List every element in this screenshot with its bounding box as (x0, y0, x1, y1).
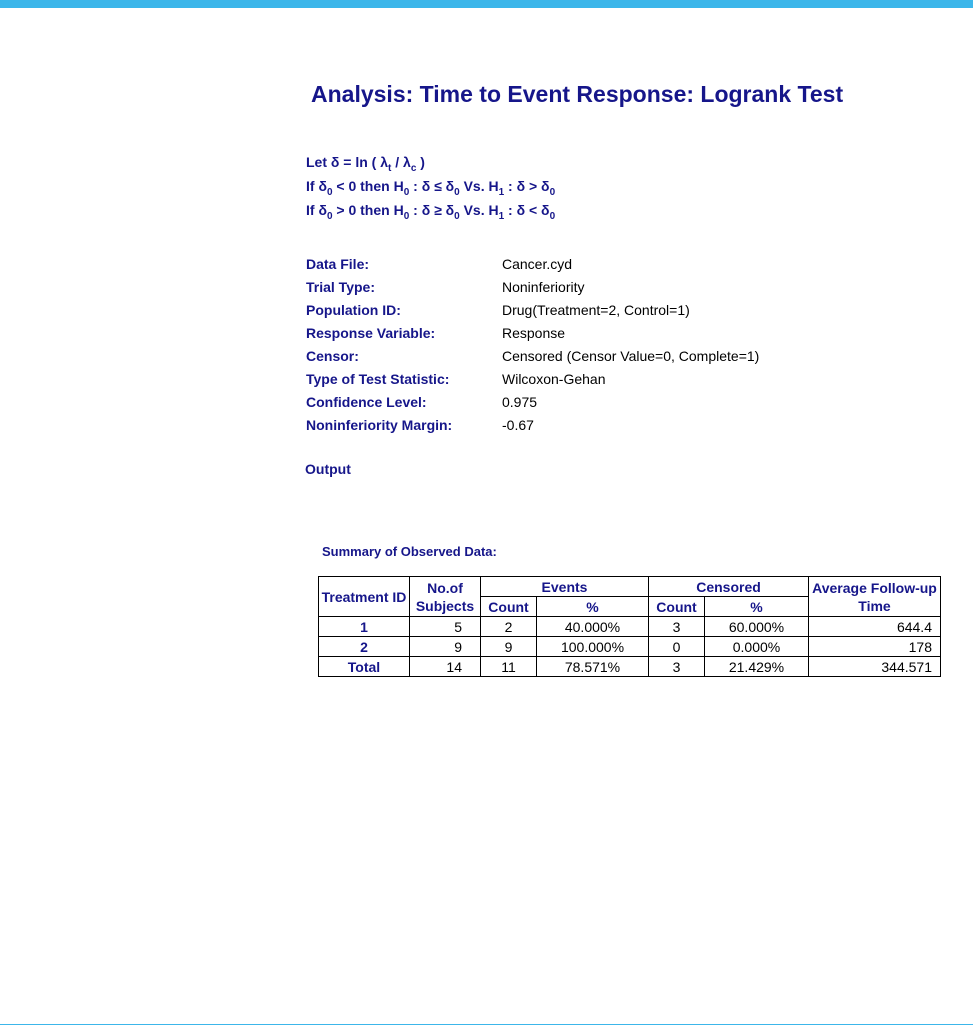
param-value-population-id: Drug(Treatment=2, Control=1) (502, 302, 690, 318)
table-header-row (319, 577, 941, 597)
param-value-censor: Censored (Censor Value=0, Complete=1) (502, 348, 760, 364)
cell-subjects: 14 (410, 657, 481, 677)
header-average-follow-up-time: Average Follow-up Time (809, 577, 941, 617)
cell-censored-count: 3 (649, 617, 705, 637)
param-value-data-file: Cancer.cyd (502, 256, 573, 272)
header-censored-count: Count (649, 597, 705, 617)
cell-censored-pct: 21.429% (705, 657, 809, 677)
param-value-confidence-level: 0.975 (502, 394, 538, 410)
output-heading: Output (305, 461, 351, 477)
cell-censored-count: 3 (649, 657, 705, 677)
param-label-test-statistic: Type of Test Statistic: (306, 371, 450, 387)
page-title: Analysis: Time to Event Response: Logrank Test (311, 81, 844, 107)
param-value-noninferiority-margin: -0.67 (502, 417, 534, 433)
summary-title: Summary of Observed Data: (322, 544, 497, 559)
cell-follow-up: 644.4 (809, 617, 941, 637)
param-value-response-variable: Response (502, 325, 566, 341)
header-censored: Censored (649, 577, 809, 597)
param-value-test-statistic: Wilcoxon-Gehan (502, 371, 606, 387)
cell-censored-pct: 0.000% (705, 637, 809, 657)
header-events-pct: % (537, 597, 649, 617)
param-label-population-id: Population ID: (306, 302, 401, 318)
cell-treatment-id: 2 (319, 637, 410, 657)
param-value-trial-type: Noninferiority (502, 279, 585, 295)
cell-follow-up: 344.571 (809, 657, 941, 677)
param-label-confidence-level: Confidence Level: (306, 394, 427, 410)
cell-subjects: 5 (410, 617, 481, 637)
cell-censored-pct: 60.000% (705, 617, 809, 637)
header-censored-pct: % (705, 597, 809, 617)
table-total-row (319, 657, 941, 677)
summary-table (318, 576, 941, 677)
table-row (319, 637, 941, 657)
param-label-censor: Censor: (306, 348, 359, 364)
header-events-count: Count (481, 597, 537, 617)
cell-events-pct: 78.571% (537, 657, 649, 677)
cell-events-pct: 100.000% (537, 637, 649, 657)
cell-events-count: 2 (481, 617, 537, 637)
hypothesis-negative-margin: If $\delta_0 < 0$ then $H_0$ : $\delta \le \delta_0$ Vs. $H_1$ : $\delta > \delta_0$ (306, 178, 556, 198)
param-label-response-variable: Response Variable: (306, 325, 436, 341)
cell-events-count: 11 (481, 657, 537, 677)
cell-treatment-id: 1 (319, 617, 410, 637)
hypothesis-positive-margin: If $\delta_0 > 0$ then $H_0$ : $\delta \ge \delta_0$ Vs. $H_1$ : $\delta < \delta_0$ (306, 202, 556, 222)
header-events: Events (481, 577, 649, 597)
cell-censored-count: 0 (649, 637, 705, 657)
table-row (319, 617, 941, 637)
header-treatment-id: Treatment ID (319, 577, 410, 617)
cell-events-count: 9 (481, 637, 537, 657)
top-accent-bar (0, 0, 973, 8)
bottom-divider (0, 1024, 973, 1025)
hypothesis-definition: Let δ = ln ( $\lambda_t / \lambda_c$ ) (306, 154, 425, 174)
cell-treatment-id: Total (319, 657, 410, 677)
param-label-trial-type: Trial Type: (306, 279, 375, 295)
param-label-noninferiority-margin: Noninferiority Margin: (306, 417, 453, 433)
param-label-data-file: Data File: (306, 256, 370, 272)
cell-events-pct: 40.000% (537, 617, 649, 637)
cell-follow-up: 178 (809, 637, 941, 657)
cell-subjects: 9 (410, 637, 481, 657)
header-no-of-subjects: No.of Subjects (410, 577, 481, 617)
